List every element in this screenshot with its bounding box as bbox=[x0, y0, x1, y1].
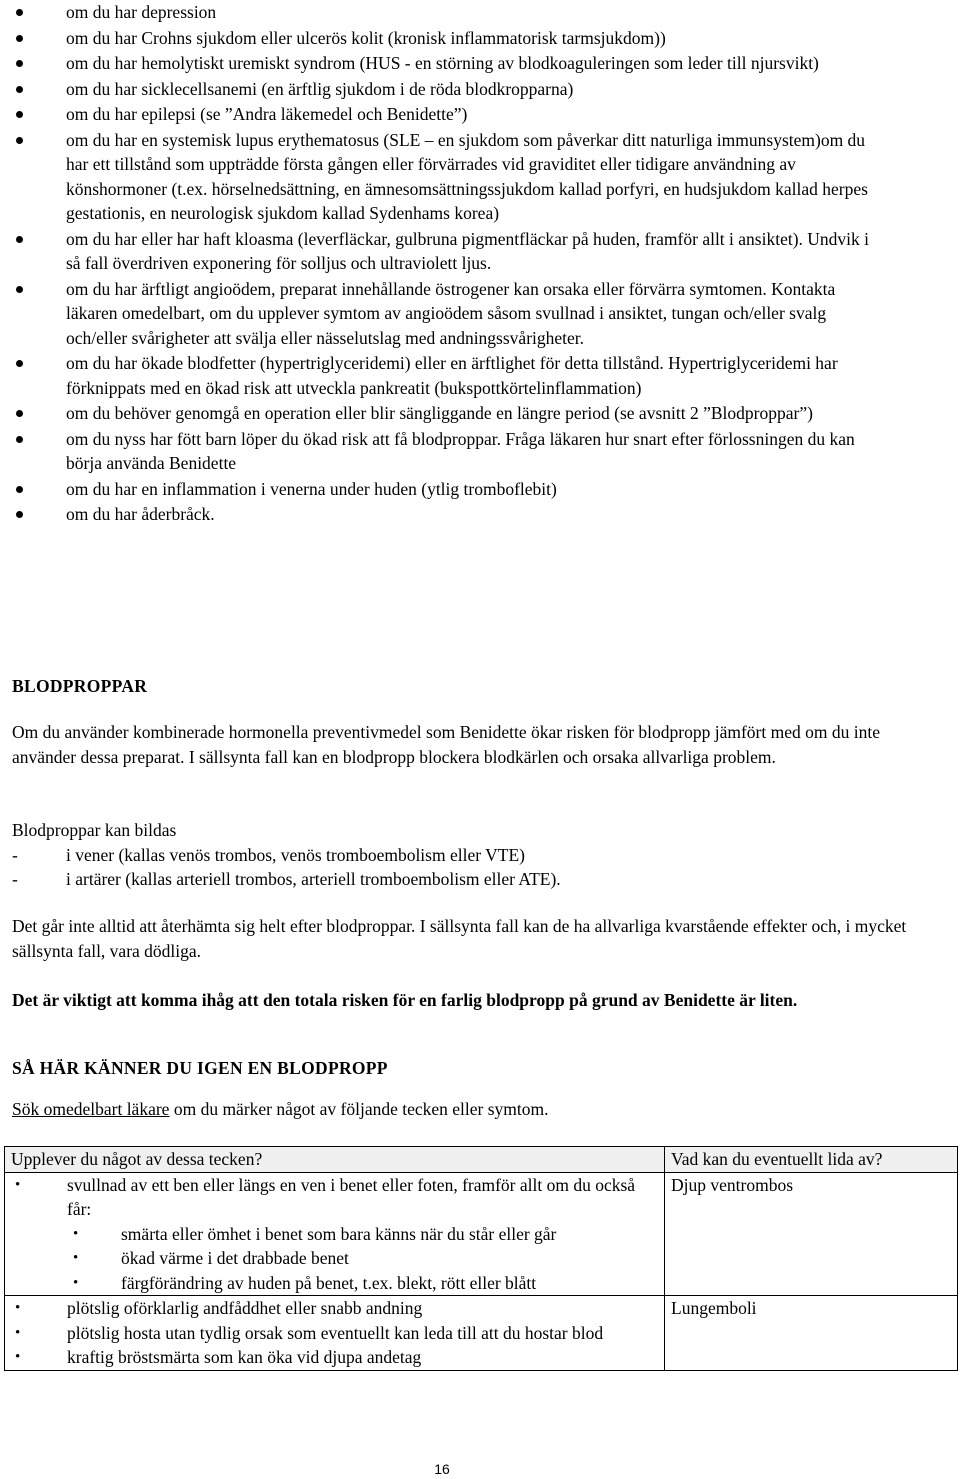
symptom-text: svullnad av ett ben eller längs en ven i benet eller foten, framför allt om du också får: bbox=[67, 1174, 636, 1219]
list-item: om du har en inflammation i venerna under huden (ytlig tromboflebit) bbox=[12, 477, 884, 502]
list-item bbox=[12, 843, 942, 868]
bullet-marker: • bbox=[73, 1250, 79, 1266]
dash-marker: - bbox=[12, 869, 18, 889]
table-row bbox=[5, 1296, 958, 1371]
page-number: 16 bbox=[434, 1461, 450, 1477]
symptom-text: kraftig bröstsmärta som kan öka vid djupa andetag bbox=[67, 1347, 422, 1367]
list-item: om du har hemolytiskt uremiskt syndrom (HUS - en störning av blodkoaguleringen som leder till njursvikt) bbox=[12, 51, 884, 76]
symptom-text: plötslig oförklarlig andfåddhet eller snabb andning bbox=[67, 1298, 423, 1318]
table-cell-symptoms bbox=[5, 1172, 665, 1296]
list-item: om du nyss har fött barn löper du ökad risk att få blodproppar. Fråga läkaren hur snart efter förlossningen du kan börja använda Benidette bbox=[12, 427, 884, 476]
list-item: om du behöver genomgå en operation eller blir sängliggande en längre period (se avsnitt 2 ”Blodproppar”) bbox=[12, 401, 884, 426]
paragraph-important-note: Det är viktigt att komma ihåg att den totala risken för en farlig blodpropp på grund av Benidette är liten. bbox=[12, 990, 798, 1010]
symptom-text: ökad värme i det drabbade benet bbox=[121, 1248, 349, 1268]
symptom-text: plötslig hosta utan tydlig orsak som eventuellt kan leda till att du hostar blod bbox=[67, 1322, 604, 1343]
list-item: om du har ärftligt angioödem, preparat innehållande östrogener kan orsaka eller förvärra symtomen. Kontakta läkaren omedelbart, om du upplever symtom av angioödem såsom svullnad i ansiktet, tungan och/eller svalg och/eller svårigheter att svälja eller nässelutslag med andningssvårigheter. bbox=[12, 277, 884, 351]
bullet-marker: • bbox=[15, 1300, 21, 1316]
table-row bbox=[5, 1172, 958, 1296]
table-cell-symptoms bbox=[5, 1296, 665, 1371]
bullet-marker: • bbox=[73, 1225, 79, 1242]
symptom-text: smärta eller ömhet i benet som bara känns när du står eller går bbox=[121, 1223, 557, 1244]
list-item: om du har sicklecellsanemi (en ärftlig sjukdom i de röda blodkropparna) bbox=[12, 77, 884, 102]
paragraph-seek-doctor bbox=[12, 1097, 942, 1122]
risk-bullet-list bbox=[12, 0, 884, 528]
bullet-marker: • bbox=[15, 1349, 21, 1365]
table-header-condition: Vad kan du eventuellt lida av? bbox=[665, 1147, 958, 1173]
blood-clot-types bbox=[12, 818, 942, 892]
list-item: om du har Crohns sjukdom eller ulcerös kolit (kronisk inflammatorisk tarmsjukdom)) bbox=[12, 26, 884, 51]
dash-item-text: i artärer (kallas arteriell trombos, arteriell tromboembolism eller ATE). bbox=[66, 869, 561, 889]
section-heading-recognize: SÅ HÄR KÄNNER DU IGEN EN BLODPROPP bbox=[12, 1058, 388, 1078]
dash-item-text: i vener (kallas venös trombos, venös tromboembolism eller VTE) bbox=[66, 844, 525, 865]
list-item: om du har epilepsi (se ”Andra läkemedel och Benidette”) bbox=[12, 102, 884, 127]
symptom-subitem bbox=[11, 1246, 658, 1271]
table-header-signs: Upplever du något av dessa tecken? bbox=[5, 1147, 665, 1173]
list-item bbox=[12, 867, 942, 892]
symptom-subitem bbox=[11, 1222, 658, 1247]
table-cell-condition: Djup ventrombos bbox=[665, 1172, 958, 1296]
paragraph-recovery: Det går inte alltid att återhämta sig helt efter blodproppar. I sällsynta fall kan de ha allvarliga kvarstående effekter och, i mycket sällsynta fall, vara dödliga. bbox=[12, 916, 907, 961]
table-cell-condition: Lungemboli bbox=[665, 1296, 958, 1371]
seek-doctor-rest: om du märker något av följande tecken eller symtom. bbox=[169, 1099, 549, 1119]
symptom-item bbox=[11, 1321, 658, 1346]
symptom-item bbox=[11, 1345, 658, 1370]
symptom-item bbox=[11, 1296, 658, 1321]
symptom-text: färgförändring av huden på benet, t.ex. blekt, rött eller blått bbox=[121, 1272, 537, 1293]
symptom-item bbox=[11, 1173, 658, 1222]
bullet-marker: • bbox=[15, 1324, 21, 1341]
bullet-marker: • bbox=[15, 1176, 21, 1193]
list-item: om du har eller har haft kloasma (leverfläckar, gulbruna pigmentfläckar på huden, framför allt i ansiktet). Undvik i så fall överdriven exponering för solljus och ultraviolett ljus. bbox=[12, 227, 884, 276]
table-header-row bbox=[5, 1147, 958, 1173]
seek-doctor-emphasis: Sök omedelbart läkare bbox=[12, 1099, 170, 1119]
list-item: om du har ökade blodfetter (hypertriglyceridemi) eller en ärftlighet för detta tillstånd. Hypertriglyceridemi har förknippats med en ökad risk att utveckla pankreatit (bukspottkörtelinflammation) bbox=[12, 351, 884, 400]
symptom-subitem bbox=[11, 1271, 658, 1296]
symptoms-table bbox=[4, 1146, 958, 1371]
list-item: om du har en systemisk lupus erythematosus (SLE – en sjukdom som påverkar ditt naturliga immunsystem)om du har ett tillstånd som uppträdde första gången eller förvärrades vid graviditet eller tidigare användning av könshormoner (t.ex. hörselnedsättning, en ämnesomsättningssjukdom kallad porfyri, en hudsjukdom kallad herpes gestationis, en neurologisk sjukdom kallad Sydenhams korea) bbox=[12, 128, 884, 226]
list-item: om du har depression bbox=[12, 0, 884, 25]
clot-types-intro: Blodproppar kan bildas bbox=[12, 820, 177, 840]
bullet-marker: • bbox=[73, 1274, 79, 1291]
paragraph-risk-intro: Om du använder kombinerade hormonella preventivmedel som Benidette ökar risken för blodpropp jämfört med om du inte använder dessa preparat. I sällsynta fall kan en blodpropp blockera blodkärlen och orsaka allvarliga problem. bbox=[12, 722, 880, 767]
dash-marker: - bbox=[12, 844, 18, 865]
list-item: om du har åderbråck. bbox=[12, 502, 884, 527]
section-heading-blodproppar: BLODPROPPAR bbox=[12, 676, 148, 696]
